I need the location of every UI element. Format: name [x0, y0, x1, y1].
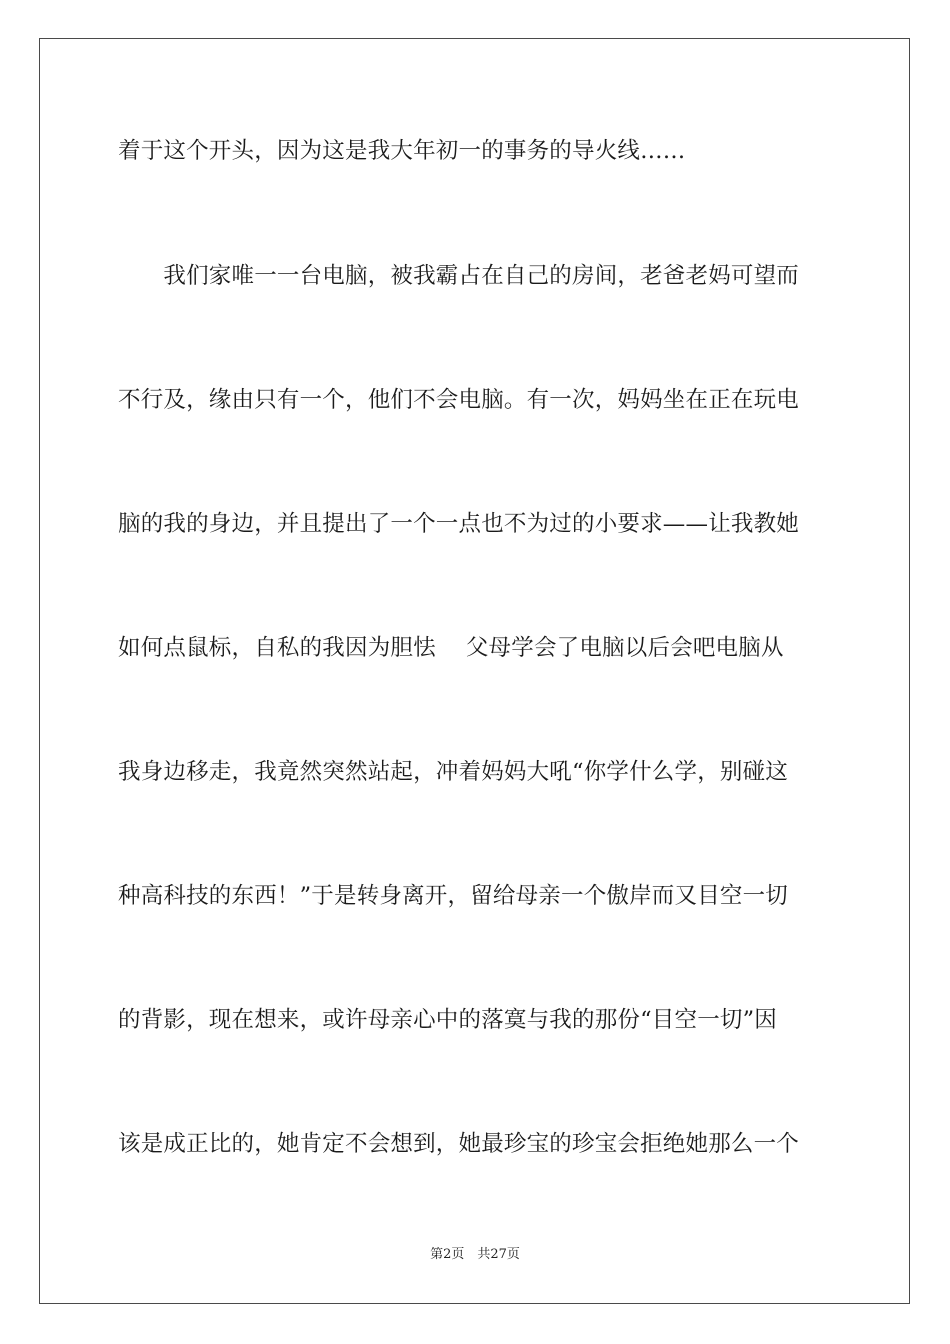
body-text-line-4: 脑的我的身边，并且提出了一个一点也不为过的小要求——让我教她 [118, 511, 800, 537]
body-text-line-2: 我们家唯一一台电脑，被我霸占在自己的房间，老爸老妈可望而 [118, 263, 800, 289]
body-text-line-5: 如何点鼠标，自私的我因为胆怯 父母学会了电脑以后会吧电脑从 [118, 635, 784, 661]
body-text-line-9: 该是成正比的，她肯定不会想到，她最珍宝的珍宝会拒绝她那么一个 [118, 1131, 800, 1157]
body-text-line-1: 着于这个开头，因为这是我大年初一的事务的导火线…… [118, 138, 686, 164]
body-text-line-8: 的背影，现在想来，或许母亲心中的落寞与我的那份“目空一切”因 [118, 1007, 778, 1033]
body-text-line-6: 我身边移走，我竟然突然站起，冲着妈妈大吼“你学什么学，别碰这 [118, 759, 789, 785]
page-number-footer: 第2页 共27页 [430, 1247, 520, 1262]
body-text-line-3: 不行及，缘由只有一个，他们不会电脑。有一次，妈妈坐在正在玩电 [118, 387, 800, 413]
body-text-line-7: 种高科技的东西！”于是转身离开，留给母亲一个傲岸而又目空一切 [118, 883, 789, 909]
page-border [39, 38, 910, 1304]
